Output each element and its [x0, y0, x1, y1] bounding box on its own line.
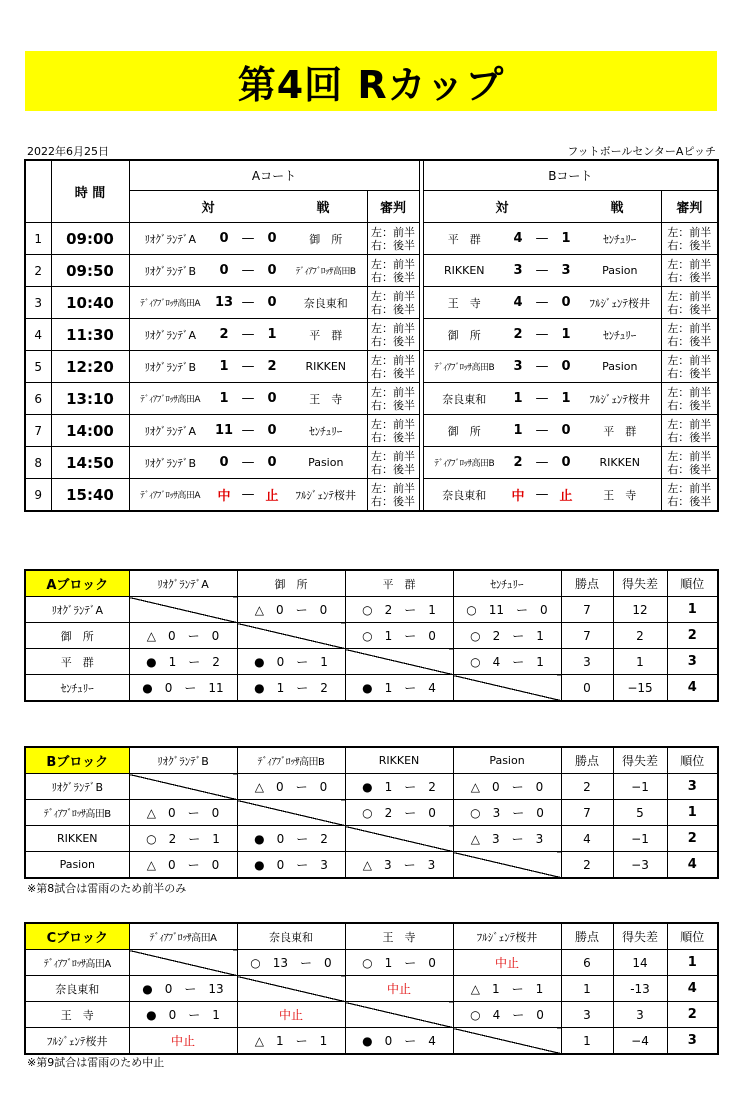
points-value: 6: [561, 950, 613, 976]
match-result: ● 1 ー 2: [237, 675, 345, 702]
court-b-score-dash: —: [531, 255, 553, 287]
court-b-home-team: 御 所: [423, 319, 505, 351]
self-match-cell: [129, 950, 237, 976]
block-header-row: [25, 570, 718, 597]
rank-header: 順位: [667, 570, 718, 597]
match-result: ○ 3 ー 0: [453, 800, 561, 826]
goal-diff-value: −3: [613, 852, 667, 879]
court-a-referee: 左：前半 右：後半: [367, 255, 419, 287]
block-row-team: ｾﾝﾁｭﾘｰ: [25, 675, 129, 702]
block-row-team: ﾘｵｸﾞﾗﾝﾃﾞA: [25, 597, 129, 623]
court-a-away-team: 御 所: [285, 223, 367, 255]
event-date: 2022年6月25日: [27, 145, 109, 158]
match-result: ● 0 ー 3: [237, 852, 345, 879]
court-a-home-team: ﾃﾞｨｱﾌﾞﾛｯｻ高田A: [129, 287, 211, 319]
match-result: ○ 2 ー 1: [453, 623, 561, 649]
block-row: [25, 1028, 718, 1055]
court-a-home-score: 中: [211, 479, 237, 512]
court-b-score-dash: —: [531, 447, 553, 479]
block-column-team: 奈良東和: [237, 923, 345, 950]
block-row-team: ﾘｵｸﾞﾗﾝﾃﾞB: [25, 774, 129, 800]
court-a-away-score: 0: [259, 287, 285, 319]
rank-value: 2: [667, 623, 718, 649]
self-match-cell: [237, 800, 345, 826]
court-a-away-score: 0: [259, 447, 285, 479]
court-b-home-team: 王 寺: [423, 287, 505, 319]
court-a-score-dash: —: [237, 383, 259, 415]
match-result: ● 0 ー 11: [129, 675, 237, 702]
block-row: [25, 774, 718, 800]
match-number: 7: [25, 415, 51, 447]
court-b-home-score: 3: [505, 255, 531, 287]
block-row-team: 王 寺: [25, 1002, 129, 1028]
court-b-referee: 左：前半 右：後半: [661, 287, 718, 319]
rank-value: 1: [667, 597, 718, 623]
self-match-cell: [345, 826, 453, 852]
court-b-score-dash: —: [531, 319, 553, 351]
court-a-home-score: 0: [211, 255, 237, 287]
block-column-team: ﾘｵｸﾞﾗﾝﾃﾞB: [129, 747, 237, 774]
court-b-away-score: 0: [553, 447, 579, 479]
points-header: 勝点: [561, 570, 613, 597]
court-b-home-team: RIKKEN: [423, 255, 505, 287]
court-a-home-score: 1: [211, 351, 237, 383]
court-b-away-team: 王 寺: [579, 479, 661, 512]
match-result: ○ 2 ー 0: [345, 800, 453, 826]
rank-value: 1: [667, 800, 718, 826]
block-row-team: Pasion: [25, 852, 129, 879]
goal-diff-value: 14: [613, 950, 667, 976]
block-column-team: 御 所: [237, 570, 345, 597]
match-result: △ 3 ー 3: [345, 852, 453, 879]
block-column-team: 王 寺: [345, 923, 453, 950]
block-name: Aブロック: [25, 570, 129, 597]
court-b-referee: 左：前半 右：後半: [661, 223, 718, 255]
event-venue: フットボールセンターAピッチ: [567, 145, 716, 158]
block-row: [25, 800, 718, 826]
match-time: 09:00: [51, 223, 129, 255]
goal-diff-value: −1: [613, 826, 667, 852]
court-a-away-score: 1: [259, 319, 285, 351]
match-result: 中止: [237, 1002, 345, 1028]
court-b-home-score: 1: [505, 415, 531, 447]
match-result: ○ 1 ー 0: [345, 950, 453, 976]
match-result: ○ 2 ー 1: [129, 826, 237, 852]
self-match-cell: [453, 675, 561, 702]
court-a-score-dash: —: [237, 319, 259, 351]
self-match-cell: [129, 774, 237, 800]
match-number: 8: [25, 447, 51, 479]
block-row: [25, 649, 718, 675]
goal-diff-value: 3: [613, 1002, 667, 1028]
match-result: 中止: [129, 1028, 237, 1055]
court-a-home-score: 11: [211, 415, 237, 447]
block-c-note: ※第9試合は雷雨のため中止: [27, 1056, 165, 1069]
self-match-cell: [345, 649, 453, 675]
court-a-referee-header: 審判: [367, 191, 419, 223]
court-a-score-dash: —: [237, 255, 259, 287]
block-row-team: ﾃﾞｨｱﾌﾞﾛｯｻ高田A: [25, 950, 129, 976]
court-a-away-score: 0: [259, 255, 285, 287]
block-c-table: [24, 922, 719, 1055]
court-b-vs-1: 対: [495, 201, 509, 216]
match-row: [25, 383, 718, 415]
time-header: 時 間: [51, 160, 129, 223]
match-result: ● 0 ー 13: [129, 976, 237, 1002]
no-header: [25, 160, 51, 223]
match-result: 中止: [453, 950, 561, 976]
court-a-vs-2: 戦: [316, 201, 330, 216]
court-b-home-score: 3: [505, 351, 531, 383]
court-a-referee: 左：前半 右：後半: [367, 319, 419, 351]
match-time: 11:30: [51, 319, 129, 351]
block-row: [25, 826, 718, 852]
points-value: 2: [561, 774, 613, 800]
court-b-home-score: 1: [505, 383, 531, 415]
court-a-away-score: 0: [259, 415, 285, 447]
court-b-vs-2: 戦: [610, 201, 624, 216]
match-result: ○ 2 ー 1: [345, 597, 453, 623]
court-b-away-score: 0: [553, 287, 579, 319]
match-result: ● 1 ー 4: [345, 675, 453, 702]
match-number: 5: [25, 351, 51, 383]
match-row: [25, 255, 718, 287]
match-result: ○ 13 ー 0: [237, 950, 345, 976]
block-column-team: Pasion: [453, 747, 561, 774]
match-number: 2: [25, 255, 51, 287]
rank-value: 4: [667, 976, 718, 1002]
match-result: △ 0 ー 0: [453, 774, 561, 800]
rank-value: 2: [667, 826, 718, 852]
self-match-cell: [237, 623, 345, 649]
court-a-home-score: 13: [211, 287, 237, 319]
block-column-team: ﾌﾙｼﾞｪﾝﾃ桜井: [453, 923, 561, 950]
court-a-score-dash: —: [237, 287, 259, 319]
match-result: △ 0 ー 0: [129, 800, 237, 826]
court-a-home-team: ﾃﾞｨｱﾌﾞﾛｯｻ高田A: [129, 479, 211, 512]
court-b-score-dash: —: [531, 479, 553, 512]
court-a-away-team: ﾌﾙｼﾞｪﾝﾃ桜井: [285, 479, 367, 512]
match-result: △ 0 ー 0: [129, 852, 237, 879]
court-b-score-dash: —: [531, 415, 553, 447]
match-time: 14:00: [51, 415, 129, 447]
court-b-score-dash: —: [531, 383, 553, 415]
court-b-score-dash: —: [531, 351, 553, 383]
court-b-away-team: ｾﾝﾁｭﾘｰ: [579, 223, 661, 255]
court-b-away-score: 1: [553, 319, 579, 351]
court-b-score-dash: —: [531, 287, 553, 319]
self-match-cell: [237, 976, 345, 1002]
court-b-away-team: ｾﾝﾁｭﾘｰ: [579, 319, 661, 351]
block-a-table: [24, 569, 719, 702]
court-b-away-score: 0: [553, 351, 579, 383]
block-name: Cブロック: [25, 923, 129, 950]
court-a-away-team: RIKKEN: [285, 351, 367, 383]
block-row-team: 奈良東和: [25, 976, 129, 1002]
court-a-away-score: 0: [259, 223, 285, 255]
block-column-team: RIKKEN: [345, 747, 453, 774]
points-value: 4: [561, 826, 613, 852]
match-schedule-table: [24, 159, 719, 512]
goal-diff-value: 1: [613, 649, 667, 675]
court-b-header: Bコート: [423, 160, 718, 191]
goal-diff-value: −4: [613, 1028, 667, 1055]
rank-value: 3: [667, 649, 718, 675]
rank-value: 1: [667, 950, 718, 976]
block-row-team: ﾌﾙｼﾞｪﾝﾃ桜井: [25, 1028, 129, 1055]
match-result: △ 0 ー 0: [237, 774, 345, 800]
rank-header: 順位: [667, 747, 718, 774]
court-a-header: Aコート: [129, 160, 419, 191]
block-column-team: ﾃﾞｨｱﾌﾞﾛｯｻ高田A: [129, 923, 237, 950]
match-result: ● 0 ー 1: [129, 1002, 237, 1028]
block-b-table: [24, 746, 719, 879]
court-b-score-dash: —: [531, 223, 553, 255]
court-a-away-team: 平 群: [285, 319, 367, 351]
match-time: 10:40: [51, 287, 129, 319]
block-name: Bブロック: [25, 747, 129, 774]
match-row: [25, 447, 718, 479]
goal-diff-header: 得失差: [613, 747, 667, 774]
page-title: 第4回 Rカップ: [237, 62, 505, 107]
match-result: △ 1 ー 1: [453, 976, 561, 1002]
goal-diff-value: 12: [613, 597, 667, 623]
court-a-home-team: ﾘｵｸﾞﾗﾝﾃﾞB: [129, 255, 211, 287]
court-a-home-score: 0: [211, 447, 237, 479]
points-value: 1: [561, 1028, 613, 1055]
court-a-referee: 左：前半 右：後半: [367, 351, 419, 383]
title-banner: [25, 51, 717, 111]
court-b-away-team: 平 群: [579, 415, 661, 447]
court-a-referee: 左：前半 右：後半: [367, 447, 419, 479]
goal-diff-value: −15: [613, 675, 667, 702]
court-b-referee-header: 審判: [661, 191, 718, 223]
rank-value: 4: [667, 675, 718, 702]
court-a-away-team: ｾﾝﾁｭﾘｰ: [285, 415, 367, 447]
court-a-home-team: ﾘｵｸﾞﾗﾝﾃﾞA: [129, 415, 211, 447]
block-row: [25, 597, 718, 623]
goal-diff-value: -13: [613, 976, 667, 1002]
match-result: ● 1 ー 2: [129, 649, 237, 675]
court-a-away-team: ﾃﾞｨｱﾌﾞﾛｯｻ高田B: [285, 255, 367, 287]
match-result: ○ 4 ー 1: [453, 649, 561, 675]
match-result: ● 0 ー 4: [345, 1028, 453, 1055]
court-a-score-dash: —: [237, 351, 259, 383]
match-number: 4: [25, 319, 51, 351]
block-row: [25, 976, 718, 1002]
block-row-team: RIKKEN: [25, 826, 129, 852]
court-a-home-team: ﾘｵｸﾞﾗﾝﾃﾞB: [129, 351, 211, 383]
court-b-vs-header: [423, 191, 661, 223]
court-a-away-score: 止: [259, 479, 285, 512]
rank-value: 4: [667, 852, 718, 879]
points-value: 1: [561, 976, 613, 1002]
court-b-referee: 左：前半 右：後半: [661, 255, 718, 287]
self-match-cell: [453, 1028, 561, 1055]
court-b-home-score: 2: [505, 447, 531, 479]
court-a-referee: 左：前半 右：後半: [367, 415, 419, 447]
rank-value: 2: [667, 1002, 718, 1028]
court-a-away-team: 奈良東和: [285, 287, 367, 319]
match-result: ○ 11 ー 0: [453, 597, 561, 623]
match-row: [25, 351, 718, 383]
self-match-cell: [345, 1002, 453, 1028]
court-b-referee: 左：前半 右：後半: [661, 415, 718, 447]
court-b-home-score: 4: [505, 223, 531, 255]
court-b-away-team: ﾌﾙｼﾞｪﾝﾃ桜井: [579, 287, 661, 319]
goal-diff-value: 2: [613, 623, 667, 649]
court-b-home-team: 平 群: [423, 223, 505, 255]
court-a-home-score: 1: [211, 383, 237, 415]
block-column-team: ﾃﾞｨｱﾌﾞﾛｯｻ高田B: [237, 747, 345, 774]
block-row: [25, 1002, 718, 1028]
match-row: [25, 415, 718, 447]
match-number: 9: [25, 479, 51, 512]
court-a-home-team: ﾃﾞｨｱﾌﾞﾛｯｻ高田A: [129, 383, 211, 415]
match-result: ● 1 ー 2: [345, 774, 453, 800]
court-a-referee: 左：前半 右：後半: [367, 287, 419, 319]
match-row: [25, 319, 718, 351]
points-value: 7: [561, 597, 613, 623]
match-result: △ 0 ー 0: [129, 623, 237, 649]
court-a-vs-header: [129, 191, 367, 223]
court-a-referee: 左：前半 右：後半: [367, 223, 419, 255]
court-a-home-score: 2: [211, 319, 237, 351]
self-match-cell: [129, 597, 237, 623]
match-result: ● 0 ー 1: [237, 649, 345, 675]
match-row: [25, 287, 718, 319]
court-a-away-team: 王 寺: [285, 383, 367, 415]
match-number: 1: [25, 223, 51, 255]
court-a-score-dash: —: [237, 223, 259, 255]
court-b-referee: 左：前半 右：後半: [661, 351, 718, 383]
match-result: ○ 4 ー 0: [453, 1002, 561, 1028]
goal-diff-value: 5: [613, 800, 667, 826]
court-b-home-team: 奈良東和: [423, 479, 505, 512]
court-b-referee: 左：前半 右：後半: [661, 319, 718, 351]
block-column-team: ｾﾝﾁｭﾘｰ: [453, 570, 561, 597]
court-b-away-score: 0: [553, 415, 579, 447]
court-b-away-score: 止: [553, 479, 579, 512]
points-header: 勝点: [561, 747, 613, 774]
match-time: 09:50: [51, 255, 129, 287]
block-header-row: [25, 747, 718, 774]
points-value: 0: [561, 675, 613, 702]
court-b-home-team: ﾃﾞｨｱﾌﾞﾛｯｻ高田B: [423, 447, 505, 479]
match-row: [25, 223, 718, 255]
match-time: 14:50: [51, 447, 129, 479]
court-b-home-team: ﾃﾞｨｱﾌﾞﾛｯｻ高田B: [423, 351, 505, 383]
court-a-score-dash: —: [237, 415, 259, 447]
match-time: 12:20: [51, 351, 129, 383]
court-a-away-team: Pasion: [285, 447, 367, 479]
court-b-referee: 左：前半 右：後半: [661, 447, 718, 479]
court-b-away-team: Pasion: [579, 351, 661, 383]
court-b-away-score: 3: [553, 255, 579, 287]
points-value: 3: [561, 1002, 613, 1028]
points-header: 勝点: [561, 923, 613, 950]
block-row-team: ﾃﾞｨｱﾌﾞﾛｯｻ高田B: [25, 800, 129, 826]
match-result: △ 1 ー 1: [237, 1028, 345, 1055]
block-row: [25, 852, 718, 879]
match-number: 3: [25, 287, 51, 319]
court-b-home-team: 御 所: [423, 415, 505, 447]
court-b-away-team: ﾌﾙｼﾞｪﾝﾃ桜井: [579, 383, 661, 415]
match-result: ● 0 ー 2: [237, 826, 345, 852]
match-time: 15:40: [51, 479, 129, 512]
rank-header: 順位: [667, 923, 718, 950]
court-b-home-score: 4: [505, 287, 531, 319]
court-a-home-team: ﾘｵｸﾞﾗﾝﾃﾞA: [129, 223, 211, 255]
block-row: [25, 950, 718, 976]
court-b-referee: 左：前半 右：後半: [661, 383, 718, 415]
match-row: [25, 479, 718, 512]
points-value: 3: [561, 649, 613, 675]
goal-diff-value: −1: [613, 774, 667, 800]
match-number: 6: [25, 383, 51, 415]
court-b-away-score: 1: [553, 383, 579, 415]
block-column-team: 平 群: [345, 570, 453, 597]
court-b-home-score: 2: [505, 319, 531, 351]
rank-value: 3: [667, 774, 718, 800]
match-time: 13:10: [51, 383, 129, 415]
court-b-away-score: 1: [553, 223, 579, 255]
block-b-note: ※第8試合は雷雨のため前半のみ: [27, 882, 187, 895]
block-row: [25, 675, 718, 702]
block-column-team: ﾘｵｸﾞﾗﾝﾃﾞA: [129, 570, 237, 597]
goal-diff-header: 得失差: [613, 923, 667, 950]
match-result: ○ 1 ー 0: [345, 623, 453, 649]
match-result: △ 0 ー 0: [237, 597, 345, 623]
court-a-away-score: 0: [259, 383, 285, 415]
block-header-row: [25, 923, 718, 950]
block-row-team: 平 群: [25, 649, 129, 675]
court-a-referee: 左：前半 右：後半: [367, 479, 419, 512]
court-b-home-team: 奈良東和: [423, 383, 505, 415]
court-a-home-team: ﾘｵｸﾞﾗﾝﾃﾞA: [129, 319, 211, 351]
court-b-away-team: RIKKEN: [579, 447, 661, 479]
court-a-score-dash: —: [237, 447, 259, 479]
match-result: △ 3 ー 3: [453, 826, 561, 852]
block-row-team: 御 所: [25, 623, 129, 649]
block-row: [25, 623, 718, 649]
rank-value: 3: [667, 1028, 718, 1055]
points-value: 7: [561, 800, 613, 826]
court-b-away-team: Pasion: [579, 255, 661, 287]
self-match-cell: [453, 852, 561, 879]
court-a-home-team: ﾘｵｸﾞﾗﾝﾃﾞB: [129, 447, 211, 479]
court-a-home-score: 0: [211, 223, 237, 255]
court-a-away-score: 2: [259, 351, 285, 383]
match-result: 中止: [345, 976, 453, 1002]
court-a-score-dash: —: [237, 479, 259, 512]
court-b-referee: 左：前半 右：後半: [661, 479, 718, 512]
points-value: 7: [561, 623, 613, 649]
court-a-referee: 左：前半 右：後半: [367, 383, 419, 415]
court-b-home-score: 中: [505, 479, 531, 512]
points-value: 2: [561, 852, 613, 879]
court-a-vs-1: 対: [201, 201, 215, 216]
goal-diff-header: 得失差: [613, 570, 667, 597]
